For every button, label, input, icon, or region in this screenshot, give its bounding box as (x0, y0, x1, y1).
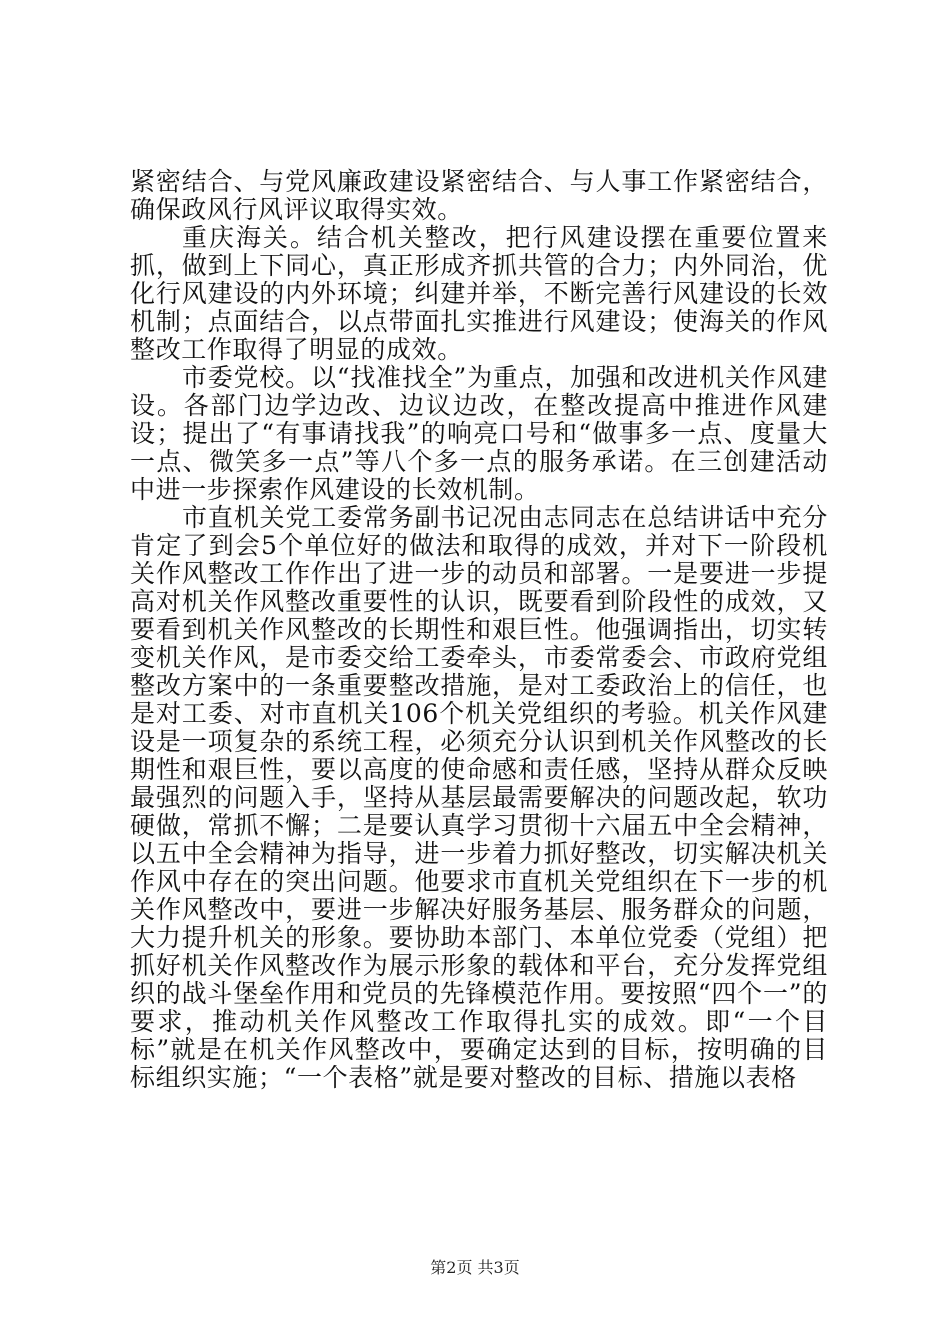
paragraph-3: 市委党校。以“找准找全”为重点，加强和改进机关作风建设。各部门边学边改、边议边改，在整改提高中推进作风建设；提出了“有事请找我”的响亮口号和“做事多一点、度量大一点、微笑多一点”等八个多一点的服务承诺。在三创建活动中进一步探索作风建设的长效机制。 (130, 363, 828, 504)
page-footer: 第2页 共3页 (430, 1258, 520, 1277)
paragraph-1: 紧密结合、与党风廉政建设紧密结合、与人事工作紧密结合，确保政风行风评议取得实效。 (130, 167, 828, 224)
paragraph-4: 市直机关党工委常务副书记况由志同志在总结讲话中充分肯定了到会5个单位好的做法和取得的成效，并对下一阶段机关作风整改工作作出了进一步的动员和部署。一是要进一步提高对机关作风整改重要性的认识，既要看到阶段性的成效，又要看到机关作风整改的长期性和艰巨性。他强调指出，切实转变机关作风，是市委交给工委牵头，市委常委会、市政府党组整改方案中的一条重要整改措施，是对工委政治上的信任，也是对工委、对市直机关106个机关党组织的考验。机关作风建设是一项复杂的系统工程，必须充分认识到机关作风整改的长期性和艰巨性，要以高度的使命感和责任感，坚持从群众反映最强烈的问题入手，坚持从基层最需要解决的问题改起，软功硬做，常抓不懈；二是要认真学习贯彻十六届五中全会精神，以五中全会精神为指导，进一步着力抓好整改，切实解决机关作风中存在的突出问题。他要求市直机关党组织在下一步的机关作风整改中，要进一步解决好服务基层、服务群众的问题，大力提升机关的形象。要协助本部门、本单位党委（党组）把抓好机关作风整改作为展示形象的载体和平台，充分发挥党组织的战斗堡垒作用和党员的先锋模范作用。要按照“四个一”的要求，推动机关作风整改工作取得扎实的成效。即“一个目标”就是在机关作风整改中，要确定达到的目标，按明确的目标组织实施；“一个表格”就是要对整改的目标、措施以表格 (130, 503, 828, 1092)
document-body (130, 168, 828, 1092)
paragraph-2: 重庆海关。结合机关整改，把行风建设摆在重要位置来抓，做到上下同心，真正形成齐抓共管的合力；内外同治，优化行风建设的内外环境；纠建并举，不断完善行风建设的长效机制；点面结合，以点带面扎实推进行风建设；使海关的作风整改工作取得了明显的成效。 (130, 223, 828, 364)
